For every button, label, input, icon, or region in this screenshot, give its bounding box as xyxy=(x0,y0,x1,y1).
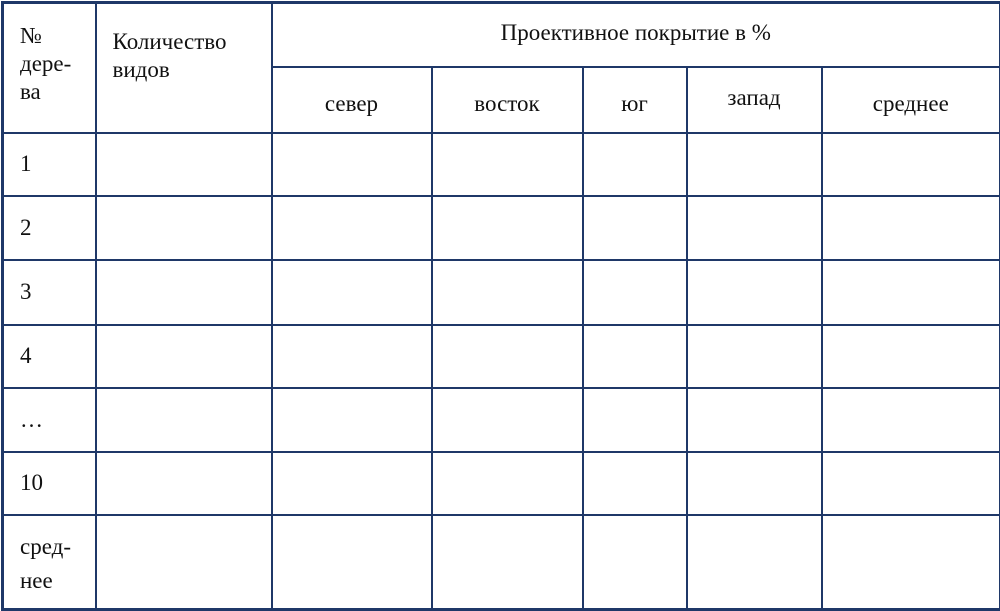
table-cell[interactable] xyxy=(96,196,272,260)
header-west: запад xyxy=(687,67,822,133)
table-cell[interactable] xyxy=(96,515,272,610)
header-tree-number xyxy=(3,3,96,133)
table-cell[interactable] xyxy=(583,515,687,610)
row-label: 2 xyxy=(3,196,96,260)
table-cell[interactable] xyxy=(272,325,432,388)
row-label: 4 xyxy=(3,325,96,388)
table-cell[interactable] xyxy=(432,133,583,196)
table-cell[interactable] xyxy=(822,260,1000,325)
table-cell[interactable] xyxy=(272,452,432,515)
table-cell[interactable] xyxy=(583,325,687,388)
table-cell[interactable] xyxy=(272,388,432,452)
table-cell[interactable] xyxy=(822,515,1000,610)
table-cell[interactable] xyxy=(432,325,583,388)
table-cell[interactable] xyxy=(432,452,583,515)
header-species-count-line-2: видов xyxy=(113,56,271,84)
header-species-count xyxy=(96,3,272,133)
header-average: среднее xyxy=(822,67,1000,133)
table-cell[interactable] xyxy=(432,260,583,325)
table-cell[interactable] xyxy=(272,260,432,325)
table-row xyxy=(3,196,1000,260)
table-cell[interactable] xyxy=(432,388,583,452)
header-tree-number-line-1: № xyxy=(20,22,95,50)
table-row-average xyxy=(3,515,1000,610)
table-cell[interactable] xyxy=(583,196,687,260)
table-cell[interactable] xyxy=(583,260,687,325)
table-cell[interactable] xyxy=(272,196,432,260)
table-row xyxy=(3,133,1000,196)
header-south: юг xyxy=(583,67,687,133)
table-cell[interactable] xyxy=(432,515,583,610)
table-cell[interactable] xyxy=(687,196,822,260)
header-north: север xyxy=(272,67,432,133)
table-cell[interactable] xyxy=(96,325,272,388)
header-row-top xyxy=(3,3,1000,67)
row-label-average-line-1: сред- xyxy=(20,530,95,564)
table-cell[interactable] xyxy=(272,515,432,610)
table-cell[interactable] xyxy=(687,260,822,325)
table-cell[interactable] xyxy=(432,196,583,260)
row-label-average-line-2: нее xyxy=(20,564,95,598)
table-cell[interactable] xyxy=(822,196,1000,260)
table-cell[interactable] xyxy=(583,452,687,515)
table-row xyxy=(3,260,1000,325)
table-cell[interactable] xyxy=(96,133,272,196)
header-coverage: Проективное покрытие в % xyxy=(272,3,1000,67)
table-row xyxy=(3,325,1000,388)
table-row xyxy=(3,388,1000,452)
table-cell[interactable] xyxy=(687,515,822,610)
table-cell[interactable] xyxy=(822,325,1000,388)
header-east: восток xyxy=(432,67,583,133)
table-cell[interactable] xyxy=(96,452,272,515)
table-cell[interactable] xyxy=(687,325,822,388)
table-cell[interactable] xyxy=(822,452,1000,515)
header-species-count-line-1: Количество xyxy=(113,28,271,56)
coverage-table xyxy=(1,1,1000,611)
row-label: 10 xyxy=(3,452,96,515)
table-cell[interactable] xyxy=(687,388,822,452)
table-cell[interactable] xyxy=(687,133,822,196)
table-cell[interactable] xyxy=(96,388,272,452)
row-label: 3 xyxy=(3,260,96,325)
table-cell[interactable] xyxy=(822,133,1000,196)
header-tree-number-line-2: дере- xyxy=(20,50,95,78)
table-cell[interactable] xyxy=(687,452,822,515)
header-tree-number-line-3: ва xyxy=(20,78,95,106)
table-cell[interactable] xyxy=(822,388,1000,452)
table-cell[interactable] xyxy=(583,388,687,452)
table-cell[interactable] xyxy=(583,133,687,196)
row-label: 1 xyxy=(3,133,96,196)
row-label: … xyxy=(3,388,96,452)
row-label-average xyxy=(3,515,96,610)
table-cell[interactable] xyxy=(96,260,272,325)
table-row xyxy=(3,452,1000,515)
table-cell[interactable] xyxy=(272,133,432,196)
